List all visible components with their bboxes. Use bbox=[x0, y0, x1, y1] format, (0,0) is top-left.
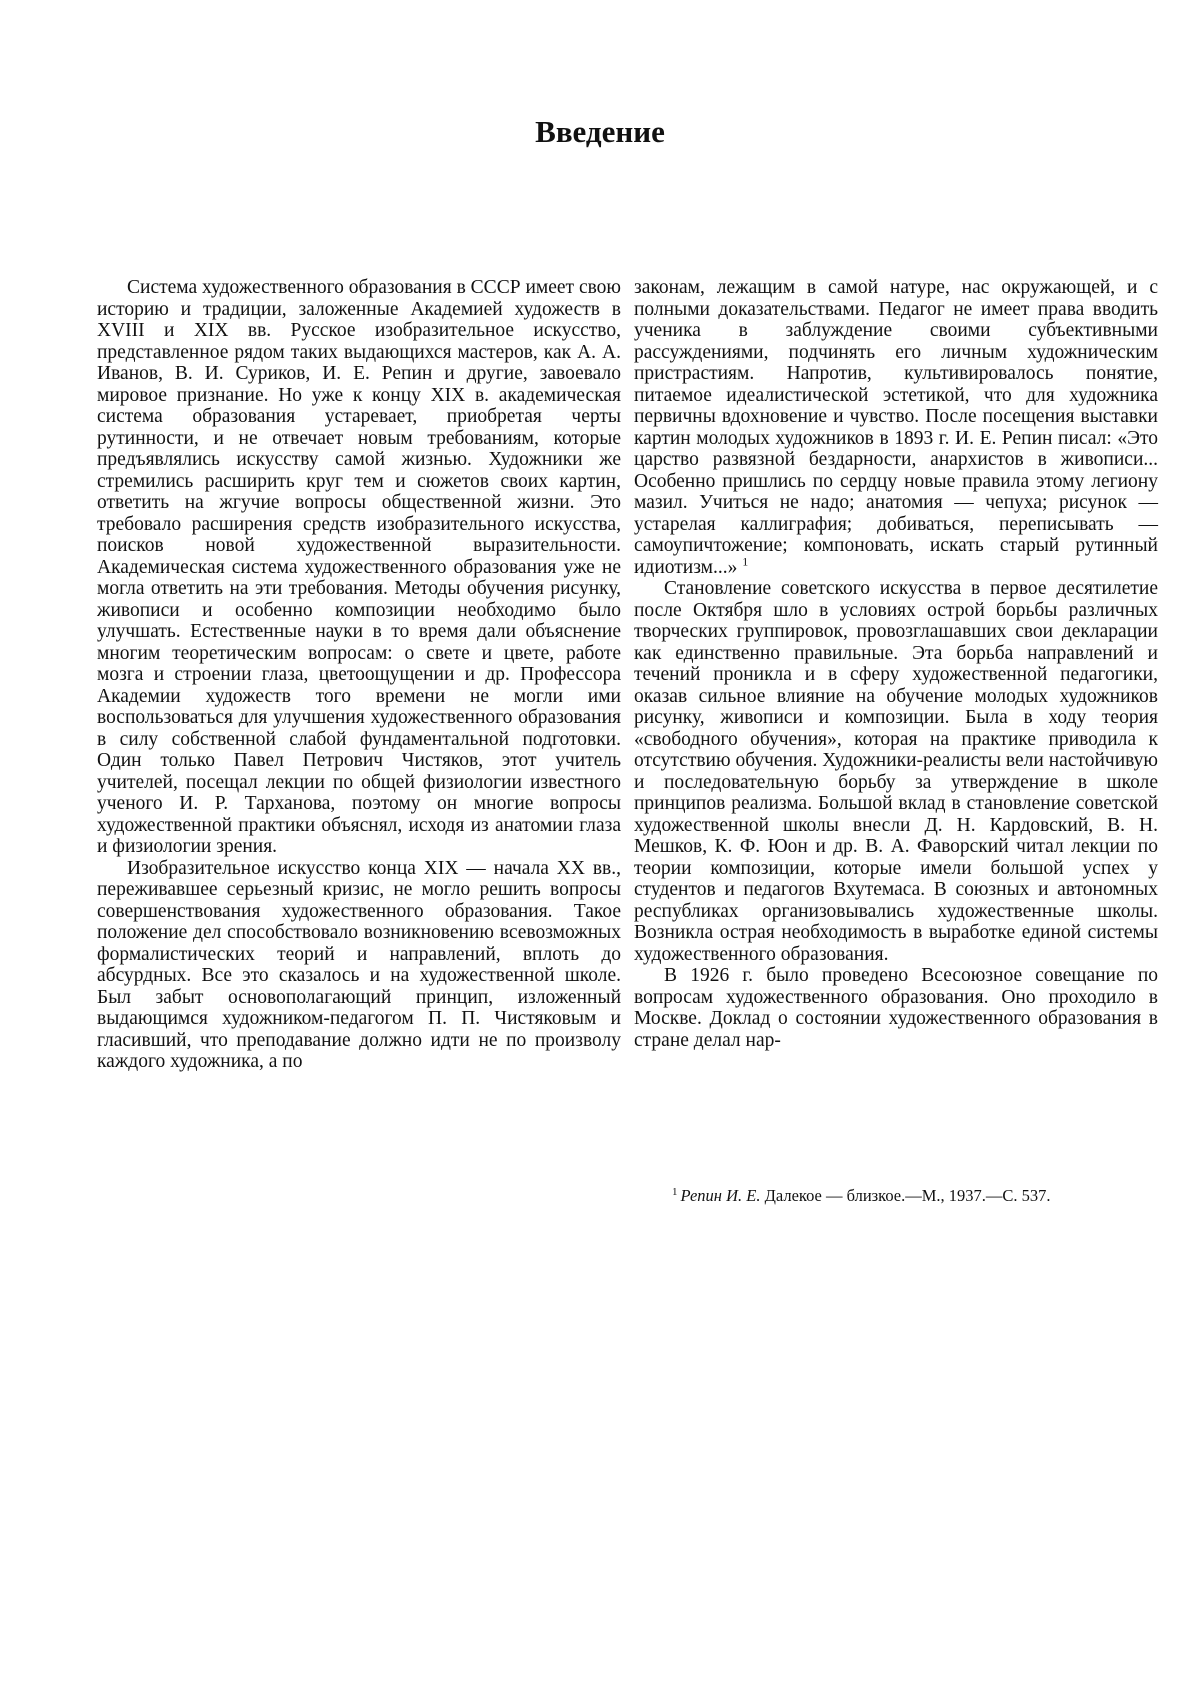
paragraph: Изобразительное искусство конца XIX — начала XX вв., переживавшее серьезный кризис, не могло решить вопросы совершенствования художественного образования. Такое положение дел способствовало возникновению всевозможных формалистических теорий и направлений, вплоть до абсурдных. Все это сказалось и на художественной школе. Был забыт основополагающий принцип, изложенный выдающимся художником-педагогом П. П. Чистяковым и гласивший, что преподавание должно идти не по произволу каждого художника, а по bbox=[97, 857, 621, 1072]
paragraph-continuation bbox=[634, 277, 1158, 578]
paragraph: Становление советского искусства в первое десятилетие после Октября шло в условиях острой борьбы различных творческих группировок, провозглашавших свои декларации как единственно правильные. Эта борьба направлений и течений проникла и в сферу художественной педагогики, оказав сильное влияние на обучение молодых художников рисунку, живописи и композиции. Была в ходу теория «свободного обучения», которая на практике приводила к отсутствию обучения. Художники-реалисты вели настойчивую и последовательную борьбу за утверждение в школе принципов реализма. Большой вклад в становление советской художественной школы внесли Д. Н. Кардовский, В. Н. Мешков, К. Ф. Юон и др. В. А. Фаворский читал лекции по теории композиции, которые имели большой успех у студентов и педагогов Вхутемаса. В союзных и автономных республиках организовывались художественные школы. Возникла острая необходимость в выработке единой системы художественного образования. bbox=[634, 578, 1158, 965]
continuation-text: законам, лежащим в самой натуре, нас окружающей, и с полными доказательствами. Педагог не имеет права вводить ученика в заблуждение своими субъективными рассуждениями, подчинять его личным художническим пристрастиям. Напротив, культивировалось понятие, питаемое идеалистической эстетикой, что для художника первичны вдохновение и чувство. После посещения выставки картин молодых художников в 1893 г. И. Е. Репин писал: «Это царство развязной бездарности, анархистов в живописи... Особенно пришлись по сердцу новые правила этому легиону мазил. Учиться не надо; анатомия — чепуха; рисунок — устарелая каллиграфия; добиваться, переписывать — самоупичтожение; компоновать, искать старый рутинный идиотизм...» bbox=[634, 277, 1158, 578]
left-column bbox=[97, 277, 621, 1073]
paragraph: В 1926 г. было проведено Всесоюзное совещание по вопросам художественного образования. Оно проходило в Москве. Доклад о состоянии художественного образования в стране делал нар- bbox=[634, 965, 1158, 1051]
footnote-text: Далекое — близкое.—М., 1937.—С. 537. bbox=[764, 1186, 1051, 1205]
page-title: Введение bbox=[535, 114, 665, 149]
footnote-number: 1 bbox=[672, 1185, 678, 1198]
footnote bbox=[672, 1186, 1172, 1206]
footnote-reference: 1 bbox=[742, 554, 749, 568]
paragraph: Система художественного образования в СССР имеет свою историю и традиции, заложенные Академией художеств в XVIII и XIX вв. Русское изобразительное искусство, представленное рядом таких выдающихся мастеров, как А. А. Иванов, В. И. Суриков, И. Е. Репин и другие, завоевало мировое признание. Но уже к концу XIX в. академическая система образования устаревает, приобретая черты рутинности, и не отвечает новым требованиям, которые предъявлялись искусству самой жизнью. Художники же стремились расширить круг тем и сюжетов своих картин, ответить на жгучие вопросы общественной жизни. Это требовало расширения средств изобразительного искусства, поисков новой художественной выразительности. Академическая система художественного образования уже не могла ответить на эти требования. Методы обучения рисунку, живописи и особенно композиции необходимо было улучшать. Естественные науки в то время дали объяснение многим теоретическим вопросам: о свете и цвете, работе мозга и строении глаза, цветоощущении и др. Профессора Академии художеств того времени не могли ими воспользоваться для улучшения художественного образования в силу собственной слабой фундаментальной подготовки. Один только Павел Петрович Чистяков, этот учитель учителей, посещал лекции по общей физиологии известного ученого И. Р. Тарханова, поэтому он многие вопросы художественной практики объяснял, исходя из анатомии глаза и физиологии зрения. bbox=[97, 277, 621, 857]
right-column bbox=[634, 277, 1158, 1051]
footnote-author: Репин И. Е. bbox=[680, 1186, 761, 1205]
